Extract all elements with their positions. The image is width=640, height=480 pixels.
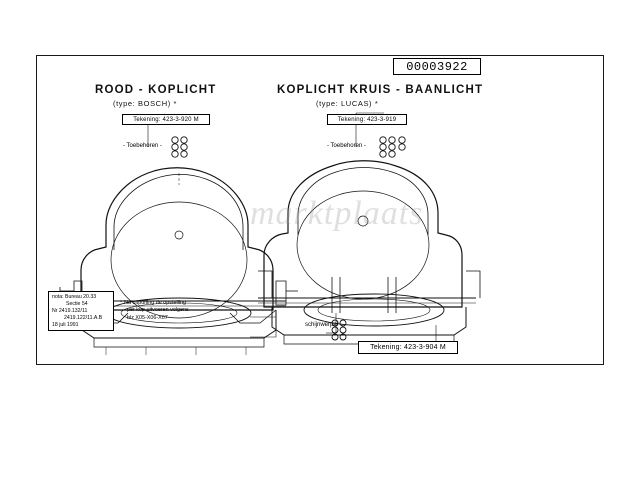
right-panel-title: KOPLICHT KRUIS - BAANLICHT bbox=[277, 84, 484, 96]
left-accessory-lamp-cluster bbox=[168, 134, 194, 160]
floodlight-lamp-cluster bbox=[330, 318, 348, 342]
note-line-0: Na uitpuffing de opstelling bbox=[124, 300, 187, 306]
document-code-box: 00003922 bbox=[393, 58, 481, 75]
left-accessories-label: - Toebehoren - bbox=[123, 143, 162, 149]
note-line-2: blz X05-X06-X07 bbox=[127, 314, 168, 321]
info-line-3: 2419.122/11.A.B bbox=[64, 315, 103, 321]
right-accessory-lamp-cluster bbox=[376, 134, 410, 160]
left-panel-subtitle: (type: BOSCH) * bbox=[113, 99, 178, 108]
watermark-text: marktplaats bbox=[250, 195, 424, 232]
note-line-1: per kop uitvoeren volgens bbox=[127, 307, 189, 314]
floodlight-label: schijnwerper bbox=[305, 322, 339, 328]
info-line-0: nota: Bureau 20.33 bbox=[52, 294, 97, 300]
right-panel-subtitle: (type: LUCAS) * bbox=[316, 99, 379, 108]
note-marker: * bbox=[120, 300, 123, 306]
bottom-drawing-label: Tekening: 423-3-904 M bbox=[358, 341, 458, 354]
left-panel-title: ROOD - KOPLICHT bbox=[95, 84, 217, 96]
left-drawing-label: Tekening: 423-3-920 M bbox=[122, 114, 210, 125]
info-line-1: Sectie 54 bbox=[66, 301, 88, 307]
note-block bbox=[120, 300, 189, 322]
info-line-4: 18 juli 1991 bbox=[52, 322, 79, 328]
right-accessories-label: - Toebehoren - bbox=[327, 143, 366, 149]
info-line-2: Nr 2419.132/11 bbox=[52, 308, 88, 314]
right-drawing-label: Tekening: 423-3-919 bbox=[327, 114, 407, 125]
info-block bbox=[48, 291, 114, 331]
